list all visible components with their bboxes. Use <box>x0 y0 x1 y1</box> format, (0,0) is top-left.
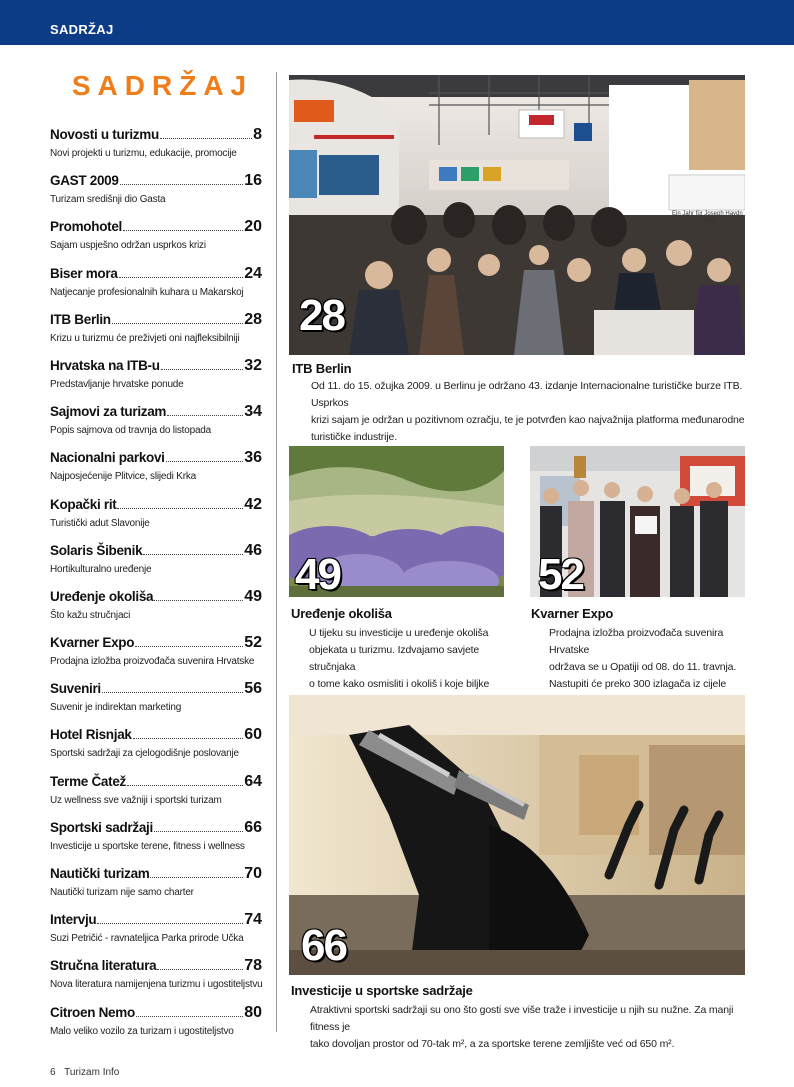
toc-entry-heading <box>50 265 262 283</box>
kvarner-page-number: 52 <box>538 550 583 597</box>
toc-entry-title: Nacionalni parkovi <box>50 450 165 466</box>
garden-page-number: 49 <box>295 550 340 597</box>
toc-entry-description: Suvenir je indirektan marketing <box>50 702 182 714</box>
toc-dot-leader <box>143 554 243 555</box>
toc-entry-page: 80 <box>244 1003 262 1021</box>
toc-entry-heading <box>50 172 262 190</box>
toc-entry-description: Investicije u sportske terene, fitness i wellness <box>50 840 245 852</box>
toc-dot-leader <box>135 646 243 647</box>
toc-dot-leader <box>127 785 243 786</box>
toc-entry-title: Hotel Risnjak <box>50 727 132 743</box>
toc-dot-leader <box>161 369 244 370</box>
toc-entry-title: ITB Berlin <box>50 311 111 327</box>
toc-entry-title: Nautički turizam <box>50 866 150 881</box>
toc-entry-page: 8 <box>253 126 262 143</box>
toc-dot-leader <box>136 1016 243 1017</box>
toc-entry-title: Intervju <box>50 912 97 928</box>
toc-entry[interactable] <box>50 265 262 311</box>
toc-entry-page: 24 <box>244 264 262 282</box>
fitness-caption-text: Atraktivni sportski sadržaji su ono što gosti sve više traže i investicije u njih su nužne. Za manji fitness je tako dovoljan prostor od 70-tak m², a za sportske terene zemljište već od 650 m². <box>310 1004 734 1050</box>
footer-page-number: 6 <box>50 1067 56 1078</box>
toc-entry-description: Najposjećenije Plitvice, slijedi Krka <box>50 471 196 483</box>
toc-entry-description: Prodajna izložba proizvođača suvenira Hrvatske <box>50 656 255 668</box>
page-footer <box>50 1067 119 1078</box>
toc-dot-leader <box>102 692 243 693</box>
toc-entry-description: Sportski sadržaji za cjelogodišnje poslovanje <box>50 748 239 760</box>
toc-entry-page: 20 <box>244 218 262 236</box>
toc-entry[interactable] <box>50 911 262 957</box>
toc-entry-description: Popis sajmova od travnja do listopada <box>50 425 212 437</box>
toc-entry-heading <box>50 126 262 144</box>
toc-dot-leader <box>154 600 243 601</box>
toc-entry-description: Uz wellness sve važniji i sportski turizam <box>50 794 222 806</box>
toc-entry-page: 70 <box>244 865 262 882</box>
toc-entry-page: 56 <box>244 680 262 698</box>
toc-entry-title: Uređenje okoliša <box>50 588 154 604</box>
toc-entry-title: Terme Čatež <box>50 773 126 789</box>
garden-photo[interactable] <box>289 446 504 597</box>
toc-entry-page: 32 <box>244 356 262 374</box>
toc-entry-title: Suveniri <box>50 681 101 697</box>
toc-entry-heading <box>50 865 262 883</box>
itb-crowd-image <box>289 75 745 355</box>
toc-dot-leader <box>150 877 243 878</box>
toc-entry-heading <box>50 726 262 744</box>
toc-entry[interactable] <box>50 542 262 588</box>
toc-dot-leader <box>117 508 243 509</box>
toc-entry[interactable] <box>50 680 262 726</box>
toc-entry-title: Sportski sadržaji <box>50 819 153 835</box>
table-of-contents <box>50 126 262 1050</box>
toc-entry-description: Nova literatura namijenjena turizmu i ugostiteljstvu <box>50 979 263 991</box>
toc-entry-description: Nautički turizam nije samo charter <box>50 887 194 898</box>
fitness-page-number: 66 <box>301 921 346 970</box>
toc-entry-heading <box>50 588 262 606</box>
toc-entry-page: 52 <box>244 634 262 652</box>
section-label: SADRŽAJ <box>50 22 114 37</box>
toc-entry-page: 78 <box>244 957 262 975</box>
toc-entry[interactable] <box>50 865 262 911</box>
toc-entry-heading <box>50 634 262 652</box>
toc-entry-page: 60 <box>244 726 262 744</box>
toc-entry-description: Hortikulturalno uređenje <box>50 563 152 575</box>
toc-entry-heading <box>50 496 262 514</box>
toc-entry[interactable] <box>50 403 262 449</box>
toc-entry[interactable] <box>50 1004 262 1050</box>
toc-entry[interactable] <box>50 126 262 172</box>
toc-entry-heading <box>50 449 262 467</box>
toc-entry-description: Turistički adut Slavonije <box>50 517 150 529</box>
toc-dot-leader <box>119 277 244 278</box>
toc-entry-title: Hrvatska na ITB-u <box>50 357 160 373</box>
column-divider <box>276 72 277 1032</box>
toc-entry-page: 64 <box>244 772 262 790</box>
toc-dot-leader <box>157 969 243 970</box>
toc-entry-heading <box>50 819 262 837</box>
toc-dot-leader <box>133 738 244 739</box>
toc-entry-page: 42 <box>244 495 262 513</box>
toc-dot-leader <box>166 461 244 462</box>
toc-entry-page: 34 <box>244 403 262 421</box>
toc-entry[interactable] <box>50 726 262 772</box>
toc-dot-leader <box>167 415 243 416</box>
toc-entry-heading <box>50 680 262 698</box>
toc-entry[interactable] <box>50 311 262 357</box>
toc-entry-heading <box>50 542 262 560</box>
toc-dot-leader <box>97 923 243 924</box>
toc-entry-page: 66 <box>244 818 262 836</box>
toc-entry[interactable] <box>50 357 262 403</box>
toc-entry[interactable] <box>50 218 262 264</box>
toc-dot-leader <box>154 831 243 832</box>
toc-entry-heading <box>50 218 262 236</box>
toc-entry-description: Natjecanje profesionalnih kuhara u Makarskoj <box>50 286 244 298</box>
toc-entry-description: Predstavljanje hrvatske ponude <box>50 378 184 390</box>
toc-entry-description: Što kažu stručnjaci <box>50 609 131 621</box>
toc-entry-heading <box>50 911 262 929</box>
garden-caption-title: Uređenje okoliša <box>291 606 392 621</box>
fitness-photo[interactable] <box>289 695 745 975</box>
toc-entry-description: Malo veliko vozilo za turizam i ugostiteljstvo <box>50 1025 234 1037</box>
toc-title: SADRŽAJ <box>71 70 254 101</box>
toc-entry-description: Krizu u turizmu će preživjeti oni najfleksibilniji <box>50 332 240 344</box>
toc-entry-description: Novi projekti u turizmu, edukacije, promocije <box>50 148 237 159</box>
toc-entry[interactable] <box>50 496 262 542</box>
toc-entry-title: Kopački rit <box>50 496 117 512</box>
footer-publication: Turizam Info <box>64 1067 120 1078</box>
toc-entry-title: Biser mora <box>50 265 118 281</box>
toc-entry[interactable] <box>50 634 262 680</box>
toc-entry-page: 16 <box>244 172 262 190</box>
toc-entry-title: Novosti u turizmu <box>50 127 159 142</box>
itb-caption-title: ITB Berlin <box>292 361 352 376</box>
toc-entry[interactable] <box>50 172 262 218</box>
toc-entry[interactable] <box>50 588 262 634</box>
itb-berlin-photo[interactable] <box>289 75 745 355</box>
toc-entry[interactable] <box>50 957 262 1003</box>
toc-entry-title: GAST 2009 <box>50 173 119 189</box>
toc-entry-title: Stručna literatura <box>50 958 157 974</box>
kvarner-caption-title: Kvarner Expo <box>531 606 614 621</box>
toc-dot-leader <box>123 230 243 231</box>
toc-entry-page: 28 <box>244 310 262 328</box>
toc-entry-description: Suzi Petričić - ravnateljica Parka prirode Učka <box>50 933 244 945</box>
toc-dot-leader <box>160 138 252 139</box>
toc-entry-title: Sajmovi za turizam <box>50 404 167 420</box>
toc-dot-leader <box>112 323 243 324</box>
kvarner-expo-photo[interactable] <box>530 446 745 597</box>
toc-entry-title: Kvarner Expo <box>50 635 135 651</box>
fitness-caption-title: Investicije u sportske sadržaje <box>291 983 473 998</box>
kvarner-caption-text: Prodajna izložba proizvođača suvenira Hrvatske održava se u Opatiji od 08. do 11. travnja. Nastupiti će preko 300 izlagača iz cijele <box>549 627 737 690</box>
toc-entry[interactable] <box>50 773 262 819</box>
toc-entry-page: 36 <box>244 449 262 467</box>
toc-entry-title: Promohotel <box>50 219 123 235</box>
fitness-equipment-image <box>289 695 745 975</box>
toc-entry-heading <box>50 957 262 975</box>
itb-page-number: 28 <box>299 291 344 340</box>
garden-caption-text: U tijeku su investicije u uređenje okoliša objekata u turizmu. Izdvajamo savjete stručnjaka o tome kako osmisliti i okoliš i koje biljke <box>309 627 490 690</box>
toc-entry[interactable] <box>50 819 262 865</box>
toc-dot-leader <box>120 184 244 185</box>
toc-entry-page: 46 <box>244 541 262 559</box>
toc-entry-description: Sajam uspješno održan usprkos krizi <box>50 240 206 252</box>
svg-text:Ein Jahr für Joseph Haydn: Ein Jahr für Joseph Haydn <box>672 211 743 217</box>
toc-entry-heading <box>50 357 262 375</box>
toc-entry-heading <box>50 773 262 791</box>
toc-entry-heading <box>50 1004 262 1022</box>
toc-entry-title: Citroen Nemo <box>50 1004 135 1020</box>
toc-entry-title: Solaris Šibenik <box>50 542 143 558</box>
toc-entry-page: 74 <box>244 911 262 929</box>
toc-entry-heading <box>50 403 262 421</box>
toc-entry[interactable] <box>50 449 262 495</box>
toc-entry-description: Turizam središnji dio Gasta <box>50 194 166 206</box>
svg-text:(1732 – 1809): (1732 – 1809) <box>679 219 717 225</box>
itb-caption-text: Od 11. do 15. ožujka 2009. u Berlinu je održano 43. izdanje Internacionalne turističke burze ITB. Usprkos krizi sajam je održan u pozitivnom ozračju, te je potvrđen kao najvažnija platforma međunarodne turističke industrije. <box>311 380 745 443</box>
header-bar <box>0 0 794 45</box>
toc-entry-page: 49 <box>244 587 262 605</box>
toc-entry-heading <box>50 311 262 329</box>
